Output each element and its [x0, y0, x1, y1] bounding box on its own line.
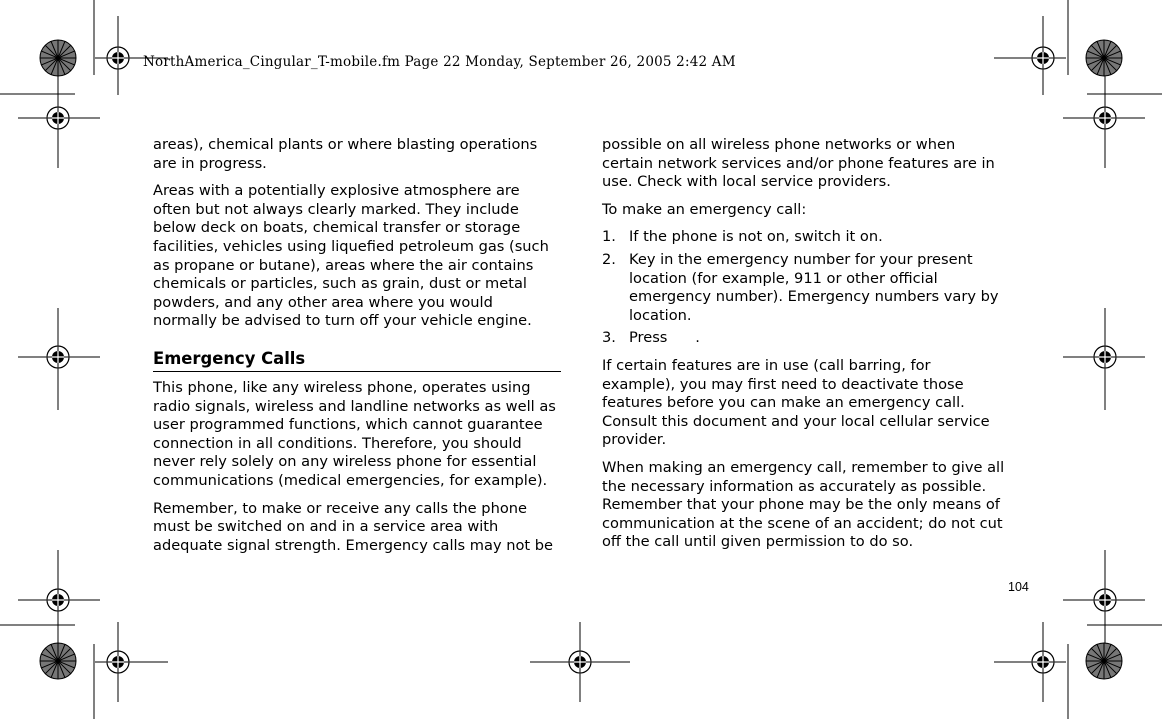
paragraph-continuation: areas), chemical plants or where blasting operations are in progress. [153, 136, 538, 172]
paragraph-feature-restrictions: If certain features are in use (call barring, for example), you may first need to deactivate those features before you can make an emergency call. Consult this document and your local cellular service provider. [602, 356, 990, 449]
step-text: If the phone is not on, switch it on. [629, 228, 883, 246]
list-item [602, 329, 1008, 348]
list-item [602, 228, 1008, 247]
paragraph-call-information: When making an emergency call, remember to give all the necessary information as accurately as possible. Remember that your phone may be the only means of communication at the scene of an accident; do not cut off the call until given permission to do so. [602, 458, 1005, 551]
step-number: 2. [602, 250, 616, 268]
print-header: NorthAmerica_Cingular_T-mobile.fm Page 22 Monday, September 26, 2005 2:42 AM [143, 54, 736, 70]
paragraph-network-availability: possible on all wireless phone networks or when certain network services and/or phone features are in use. Check with local service providers. [602, 136, 995, 191]
steps-intro: To make an emergency call: [602, 200, 807, 218]
step-text: Key in the emergency number for your present location (for example, 911 or other official emergency number). Emergency numbers vary by location. [629, 250, 999, 324]
step-number: 3. [602, 329, 616, 347]
step-number: 1. [602, 228, 616, 246]
list-item [602, 251, 1008, 325]
paragraph-signal-requirements: Remember, to make or receive any calls the phone must be switched on and in a service area with adequate signal strength. Emergency calls may not be [153, 499, 554, 554]
right-column [602, 136, 1008, 561]
step-text: Press . [629, 329, 700, 347]
paragraph-wireless-reliability: This phone, like any wireless phone, operates using radio signals, wireless and landline networks as well as user programmed functions, which cannot guarantee connection in all conditions. Therefore, you should never rely solely on any wireless phone for essential communications (medical emergencies, for example). [153, 378, 556, 489]
paragraph-explosive-atmosphere: Areas with a potentially explosive atmosphere are often but not always clearly marked. They include below deck on boats, chemical transfer or storage facilities, vehicles using liquefied petroleum gas (such as propane or butane), areas where the air contains chemicals or particles, such as grain, dust or metal powders, and any other area where you would normally be advised to turn off your vehicle engine. [153, 182, 549, 330]
left-column [153, 136, 561, 564]
page-number: 104 [1008, 580, 1029, 594]
section-heading: Emergency Calls [153, 349, 561, 372]
emergency-steps-list [602, 228, 1008, 348]
